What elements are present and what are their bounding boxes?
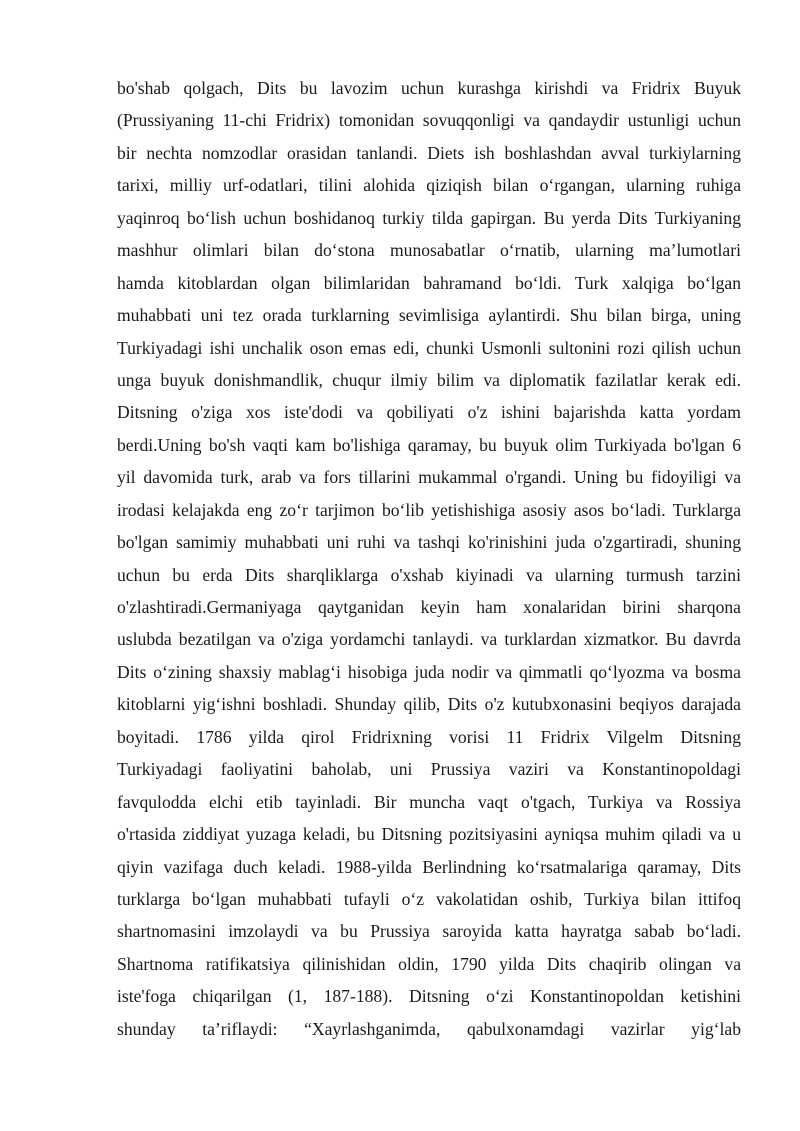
text-line: Dits oʻzining shaxsiy mablagʻi hisobiga juda nodir va qimmatli qoʻlyozma va bosma <box>117 661 741 682</box>
text-line: bo'shab qolgach, Dits bu lavozim uchun kurashga kirishdi va Fridrix Buyuk <box>117 78 741 98</box>
text-line: bo'lgan samimiy muhabbati uni ruhi va tashqi ko'rinishini juda o'zgartiradi, shuning <box>117 532 741 553</box>
text-line: uchun bu erda Dits sharqliklarga o'xshab kiyinadi va ularning turmush tarzini <box>117 564 741 585</box>
text-line: Shartnoma ratifikatsiya qilinishidan oldin, 1790 yilda Dits chaqirib olingan va <box>117 953 741 974</box>
text-line: berdi.Uning bo'sh vaqti kam bo'lishiga qaramay, bu buyuk olim Turkiyada bo'lgan 6 <box>117 434 741 455</box>
text-line: boyitadi. 1786 yilda qirol Fridrixning vorisi 11 Fridrix Vilgelm Ditsning <box>117 726 741 747</box>
text-line: uslubda bezatilgan va o'ziga yordamchi tanlaydi. va turklardan xizmatkor. Bu davrda <box>117 629 741 650</box>
text-line: o'zlashtiradi.Germaniyaga qaytganidan keyin ham xonalaridan birini sharqona <box>117 597 741 617</box>
text-line: irodasi kelajakda eng zoʻr tarjimon boʻlib yetishishiga asosiy asos boʻladi. Turklarga <box>117 499 741 520</box>
text-line: iste'foga chiqarilgan (1, 187-188). Ditsning oʻzi Konstantinopoldan ketishini <box>117 986 741 1007</box>
text-line: hamda kitoblardan olgan bilimlaridan bahramand boʻldi. Turk xalqiga boʻlgan <box>117 272 741 293</box>
text-line: favqulodda elchi etib tayinladi. Bir muncha vaqt o'tgach, Turkiya va Rossiya <box>117 791 741 812</box>
text-line: yil davomida turk, arab va fors tillarini mukammal o'rgandi. Uning bu fidoyiligi va <box>117 467 741 488</box>
text-line: mashhur olimlari bilan doʻstona munosabatlar oʻrnatib, ularning maʼlumotlari <box>117 240 741 261</box>
text-line: unga buyuk donishmandlik, chuqur ilmiy bilim va diplomatik fazilatlar kerak edi. <box>117 369 741 390</box>
text-line: kitoblarni yigʻishni boshladi. Shunday qilib, Dits o'z kutubxonasini beqiyos darajada <box>117 694 741 715</box>
text-line: o'rtasida ziddiyat yuzaga keladi, bu Ditsning pozitsiyasini ayniqsa muhim qiladi va u <box>117 824 741 845</box>
text-line: muhabbati uni tez orada turklarning sevimlisiga aylantirdi. Shu bilan birga, uning <box>117 305 741 326</box>
text-line: (Prussiyaning 11-chi Fridrix) tomonidan sovuqqonligi va qandaydir ustunligi uchun <box>117 110 741 131</box>
body-text <box>117 72 741 1045</box>
text-line: bir nechta nomzodlar orasidan tanlandi. Diets ish boshlashdan avval turkiylarning <box>117 142 741 163</box>
text-line: turklarga boʻlgan muhabbati tufayli oʻz vakolatidan oshib, Turkiya bilan ittifoq <box>117 888 741 909</box>
text-line: shartnomasini imzolaydi va bu Prussiya saroyida katta hayratga sabab boʻladi. <box>117 921 741 942</box>
text-line: qiyin vazifaga duch keladi. 1988-yilda Berlindning koʻrsatmalariga qaramay, Dits <box>117 856 741 877</box>
text-line: tarixi, milliy urf-odatlari, tilini alohida qiziqish bilan oʻrgangan, ularning ruhiga <box>117 175 741 196</box>
text-line: Ditsning o'ziga xos iste'dodi va qobiliyati o'z ishini bajarishda katta yordam <box>117 402 741 423</box>
text-line: yaqinroq boʻlish uchun boshidanoq turkiy tilda gapirgan. Bu yerda Dits Turkiyaning <box>117 207 741 228</box>
text-line: Turkiyadagi faoliyatini baholab, uni Prussiya vaziri va Konstantinopoldagi <box>117 759 741 780</box>
text-line: shunday taʼriflaydi: “Xayrlashganimda, qabulxonamdagi vazirlar yigʻlab <box>117 1018 741 1039</box>
text-line: Turkiyadagi ishi unchalik oson emas edi, chunki Usmonli sultonini rozi qilish uchun <box>117 337 741 358</box>
